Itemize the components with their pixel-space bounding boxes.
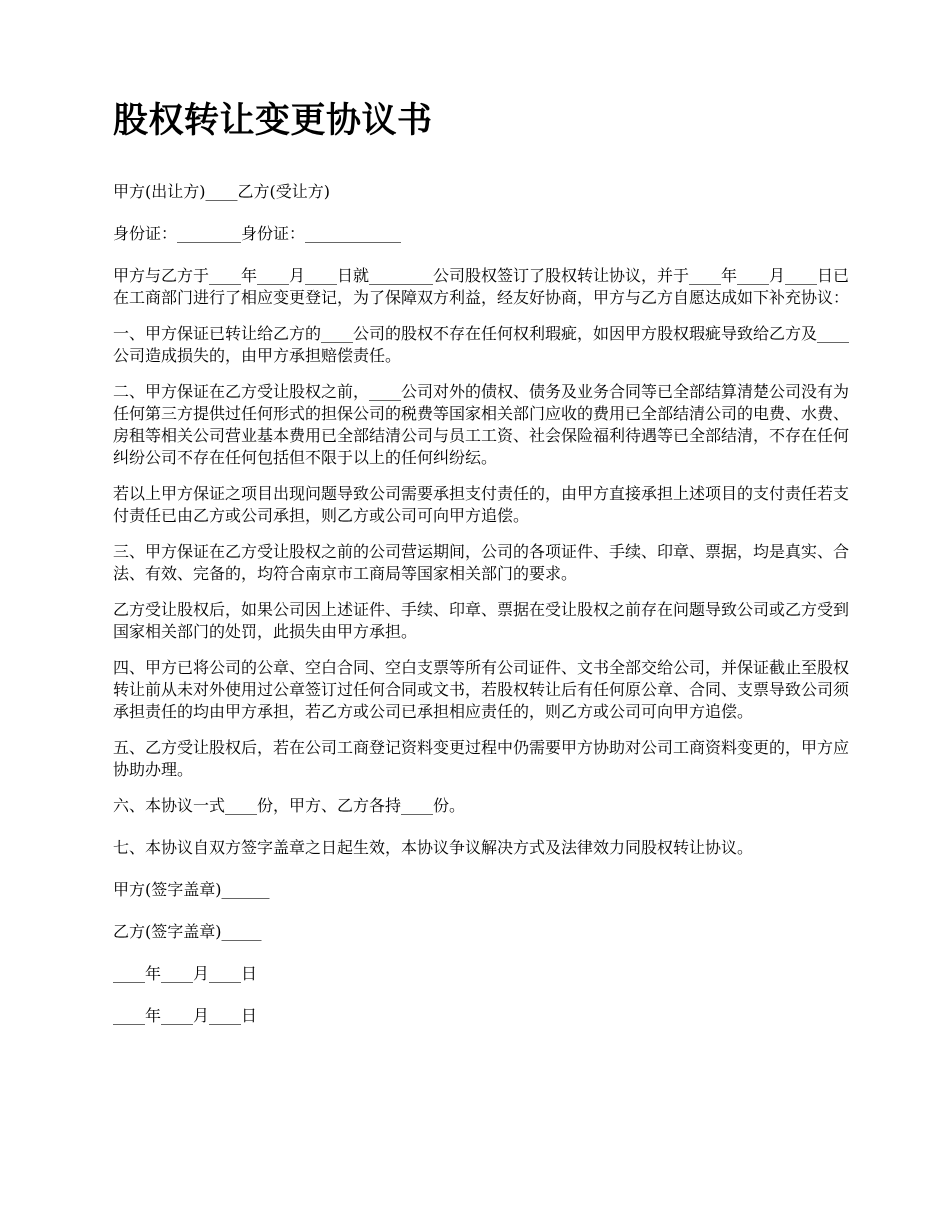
clause-4: 四、甲方已将公司的公章、空白合同、空白支票等所有公司证件、文书全部交给公司，并保证截止至股权转让前从未对外使用过公章签订过任何合同或文书，若股权转让后有任何原公章、合同、支票导致公司须承担责任的均由甲方承担，若乙方或公司已承担相应责任的，则乙方或公司可向甲方追偿。 xyxy=(113,657,850,721)
date-line: ____年____月____日 xyxy=(113,1005,258,1025)
document-title: 股权转让变更协议书 xyxy=(113,101,433,141)
parties-line: 甲方(出让方)____乙方(受让方) xyxy=(113,181,330,201)
clause-2-supplement: 若以上甲方保证之项目出现问题导致公司需要承担支付责任的，由甲方直接承担上述项目的支付责任若支付责任已由乙方或公司承担，则乙方或公司可向甲方追偿。 xyxy=(113,483,850,525)
clause-3-supplement: 乙方受让股权后，如果公司因上述证件、手续、印章、票据在受让股权之前存在问题导致公司或乙方受到国家相关部门的处罚，此损失由甲方承担。 xyxy=(113,599,850,641)
clause-7: 七、本协议自双方签字盖章之日起生效，本协议争议解决方式及法律效力同股权转让协议。 xyxy=(113,837,754,857)
party-b-signature: 乙方(签字盖章)_____ xyxy=(113,921,262,941)
document-page xyxy=(113,100,858,1047)
clause-2: 二、甲方保证在乙方受让股权之前，____公司对外的债权、债务及业务合同等已全部结算清楚公司没有为任何第三方提供过任何形式的担保公司的税费等国家相关部门应收的费用已全部结清公司的电费、水费、房租等相关公司营业基本费用已全部结清公司与员工工资、社会保险福利待遇等已全部结清，不存在任何纠纷公司不存在任何包括但不限于以上的任何纠纷纭。 xyxy=(113,381,850,467)
party-a-signature: 甲方(签字盖章)______ xyxy=(113,879,270,899)
preamble-paragraph: 甲方与乙方于____年____月____日就________公司股权签订了股权转让协议，并于____年____月____日已在工商部门进行了相应变更登记，为了保障双方利益，经友好协商，甲方与乙方自愿达成如下补充协议： xyxy=(113,265,850,307)
date-line: ____年____月____日 xyxy=(113,963,258,983)
id-card-line: 身份证：________身份证：____________ xyxy=(113,223,402,243)
clause-1: 一、甲方保证已转让给乙方的____公司的股权不存在任何权利瑕疵，如因甲方股权瑕疵导致给乙方及____公司造成损失的，由甲方承担赔偿责任。 xyxy=(113,323,850,365)
clause-5: 五、乙方受让股权后，若在公司工商登记资料变更过程中仍需要甲方协助对公司工商资料变更的，甲方应协助办理。 xyxy=(113,737,850,779)
clause-6: 六、本协议一式____份，甲方、乙方各持____份。 xyxy=(113,795,466,815)
clause-3: 三、甲方保证在乙方受让股权之前的公司营运期间，公司的各项证件、手续、印章、票据，均是真实、合法、有效、完备的，均符合南京市工商局等国家相关部门的要求。 xyxy=(113,541,850,583)
